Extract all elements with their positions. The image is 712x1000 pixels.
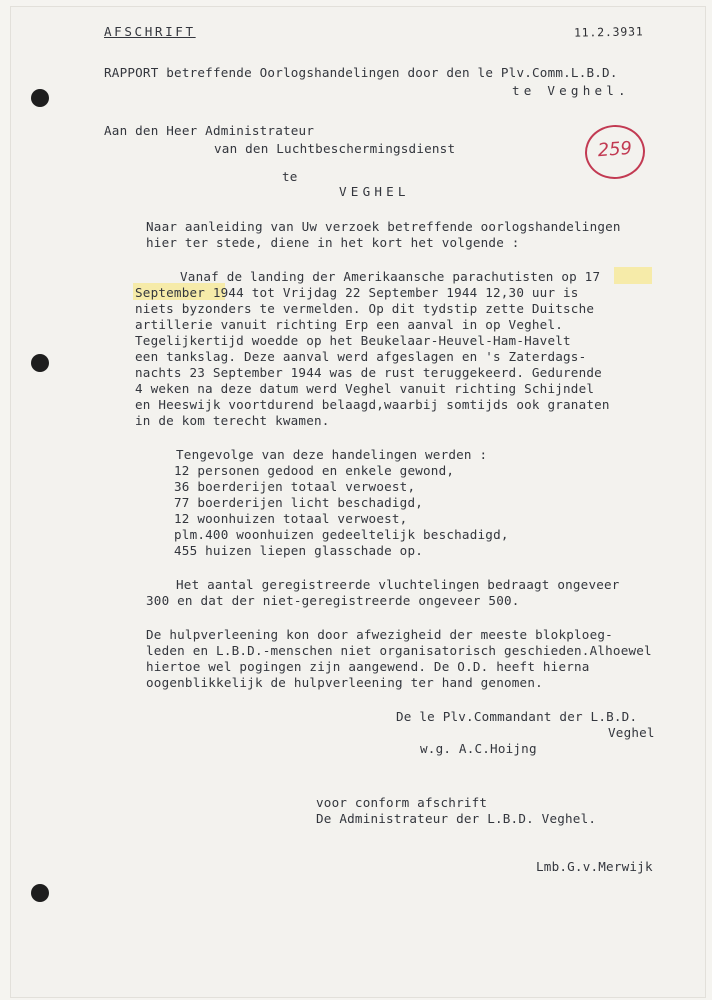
address-line2: van den Luchtbeschermingsdienst	[214, 141, 456, 156]
conform-line2: De Administrateur der L.B.D. Veghel.	[316, 811, 597, 826]
punch-hole-bottom	[31, 884, 49, 902]
para1-line4: artillerie vanuit richting Erp een aanval in op Veghel.	[135, 317, 564, 332]
para1-line9: en Heeswijk voortdurend belaagd,waarbij somtijds ook granaten	[135, 397, 610, 412]
report-heading-line2: te Veghel.	[512, 83, 630, 98]
intro-line2: hier ter stede, diene in het kort het volgende :	[146, 235, 520, 250]
consequence-item: plm.400 woonhuizen gedeeltelijk beschadigd,	[174, 527, 509, 542]
aid-line3: hiertoe wel pogingen zijn aangewend. De O.D. heeft hierna	[146, 659, 590, 674]
signature-name: w.g. A.C.Hoijng	[420, 741, 537, 756]
aid-line2: leden en L.B.D.-menschen niet organisatorisch geschieden.Alhoewel	[146, 643, 652, 658]
aid-line1: De hulpverleening kon door afwezigheid der meeste blokploeg-	[146, 627, 613, 642]
intro-line1: Naar aanleiding van Uw verzoek betreffende oorlogshandelingen	[146, 219, 621, 234]
para1-line2: September 1944 tot Vrijdag 22 September 1944 12,30 uur is	[135, 285, 579, 300]
punch-hole-top	[31, 89, 49, 107]
consequence-item: 36 boerderijen totaal verwoest,	[174, 479, 416, 494]
archive-number: 11.2.3931	[573, 24, 644, 40]
address-line3: te	[282, 169, 298, 184]
para1-line1: Vanaf de landing der Amerikaansche parachutisten op 17	[180, 269, 601, 284]
para1-line6: een tankslag. Deze aanval werd afgeslagen en 's Zaterdags-	[135, 349, 587, 364]
address-line4: VEGHEL	[339, 184, 410, 199]
para1-line3: niets byzonders te vermelden. Op dit tydstip zette Duitsche	[135, 301, 595, 316]
conform-line1: voor conform afschrift	[316, 795, 488, 810]
highlight-mark-1	[614, 267, 652, 284]
report-heading-line1: RAPPORT betreffende Oorlogshandelingen door den le Plv.Comm.L.B.D.	[104, 65, 618, 80]
punch-hole-middle	[31, 354, 49, 372]
refugees-line1: Het aantal geregistreerde vluchtelingen bedraagt ongeveer	[176, 577, 620, 592]
signature-line2: Veghel	[608, 725, 655, 740]
consequence-item: 77 boerderijen licht beschadigd,	[174, 495, 424, 510]
stamp-number: 259	[596, 137, 633, 162]
consequences-intro: Tengevolge van deze handelingen werden :	[176, 447, 488, 462]
para1-line8: 4 weken na deze datum werd Veghel vanuit richting Schijndel	[135, 381, 595, 396]
para1-line10: in de kom terecht kwamen.	[135, 413, 330, 428]
para1-line7: nachts 23 September 1944 was de rust teruggekeerd. Gedurende	[135, 365, 602, 380]
document-title: AFSCHRIFT	[104, 24, 196, 39]
signature-line1: De le Plv.Commandant der L.B.D.	[396, 709, 638, 724]
aid-line4: oogenblikkelijk de hulpverleening ter hand genomen.	[146, 675, 543, 690]
consequence-item: 12 personen gedood en enkele gewond,	[174, 463, 455, 478]
para1-line5: Tegelijkertijd woedde op het Beukelaar-Heuvel-Ham-Havelt	[135, 333, 571, 348]
consequence-item: 455 huizen liepen glasschade op.	[174, 543, 424, 558]
refugees-line2: 300 en dat der niet-geregistreerde ongeveer 500.	[146, 593, 520, 608]
address-line1: Aan den Heer Administrateur	[104, 123, 315, 138]
consequence-item: 12 woonhuizen totaal verwoest,	[174, 511, 408, 526]
final-signature: Lmb.G.v.Merwijk	[536, 859, 653, 874]
